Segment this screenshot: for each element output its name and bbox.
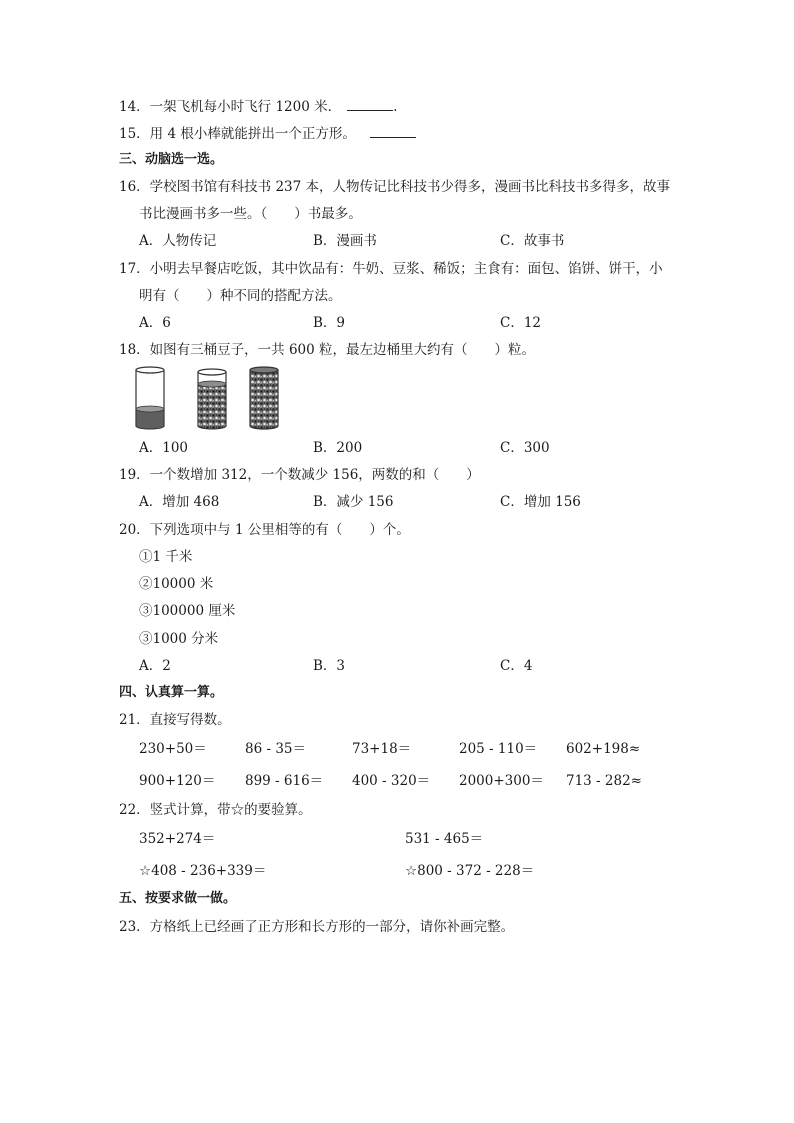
option-c[interactable]: C．故事书	[500, 233, 565, 249]
calc-item: 73+18＝	[352, 741, 412, 757]
calc-item: 602+198≈	[566, 741, 641, 757]
option-c[interactable]: C．4	[500, 658, 533, 674]
question-15	[119, 124, 416, 143]
question-16-line1: 16．学校图书馆有科技书 237 本，人物传记比科技书少得多，漫画书比科技书多得多，故事	[119, 179, 671, 195]
calc-item: 713 - 282≈	[566, 773, 642, 789]
option-a[interactable]: A．6	[139, 315, 171, 331]
option-b[interactable]: B．漫画书	[313, 233, 377, 249]
question-18: 18．如图有三桶豆子，一共 600 粒，最左边桶里大约有（ ）粒。	[119, 342, 536, 358]
option-b[interactable]: B．3	[313, 658, 346, 674]
section-heading-3: 三、动脑选一选。	[119, 152, 224, 167]
question-17-line1: 17．小明去早餐店吃饭，其中饮品有：牛奶、豆浆、稀饭；主食有：面包、馅饼、饼干，小	[119, 261, 663, 277]
bucket-right	[250, 367, 278, 429]
answer-blank[interactable]	[370, 124, 416, 138]
calc-item: ☆800 - 372 - 228＝	[405, 863, 535, 879]
question-16-line2: 书比漫画书多一些。（ ）书最多。	[139, 206, 362, 222]
option-a[interactable]: A．增加 468	[139, 494, 220, 510]
question-14-end: .	[393, 99, 398, 115]
calc-item: 400 - 320＝	[352, 773, 431, 789]
option-b[interactable]: B．9	[313, 315, 346, 331]
list-item: ①1 千米	[139, 549, 193, 565]
calc-item: ☆408 - 236+339＝	[139, 863, 267, 879]
option-c[interactable]: C．300	[500, 440, 550, 456]
list-item: ③100000 厘米	[139, 603, 236, 619]
list-item: ②10000 米	[139, 576, 214, 592]
bean-buckets-figure	[134, 366, 294, 432]
calc-item: 900+120＝	[139, 773, 216, 789]
bucket-left	[136, 367, 164, 429]
question-22: 22．竖式计算，带☆的要验算。	[119, 802, 312, 818]
option-c[interactable]: C．增加 156	[500, 494, 581, 510]
question-17-line2: 明有（ ）种不同的搭配方法。	[139, 288, 342, 304]
list-item: ③1000 分米	[139, 631, 219, 647]
option-a[interactable]: A．100	[139, 440, 189, 456]
question-21: 21．直接写得数。	[119, 712, 231, 728]
calc-item: 2000+300＝	[459, 773, 544, 789]
option-a[interactable]: A．人物传记	[139, 233, 217, 249]
calc-item: 86 - 35＝	[245, 741, 307, 757]
question-14-text: 14．一架飞机每小时飞行 1200 米．	[119, 99, 342, 115]
option-a[interactable]: A．2	[139, 658, 171, 674]
calc-item: 230+50＝	[139, 741, 207, 757]
section-heading-5: 五、按要求做一做。	[119, 891, 237, 906]
calc-item: 352+274＝	[139, 831, 216, 847]
question-23: 23．方格纸上已经画了正方形和长方形的一部分，请你补画完整。	[119, 919, 515, 935]
question-20: 20．下列选项中与 1 公里相等的有（ ）个。	[119, 522, 410, 538]
calc-item: 531 - 465＝	[405, 831, 484, 847]
question-14	[119, 97, 397, 116]
bucket-middle	[198, 369, 226, 429]
calc-item: 899 - 616＝	[245, 773, 324, 789]
calc-item: 205 - 110＝	[459, 741, 538, 757]
option-b[interactable]: B．200	[313, 440, 363, 456]
question-15-text: 15．用 4 根小棒就能拼出一个正方形。	[119, 126, 356, 142]
option-c[interactable]: C．12	[500, 315, 542, 331]
answer-blank[interactable]	[347, 97, 393, 111]
question-19: 19．一个数增加 312，一个数减少 156，两数的和（ ）	[119, 467, 480, 483]
section-heading-4: 四、认真算一算。	[119, 685, 224, 700]
option-b[interactable]: B．减少 156	[313, 494, 394, 510]
